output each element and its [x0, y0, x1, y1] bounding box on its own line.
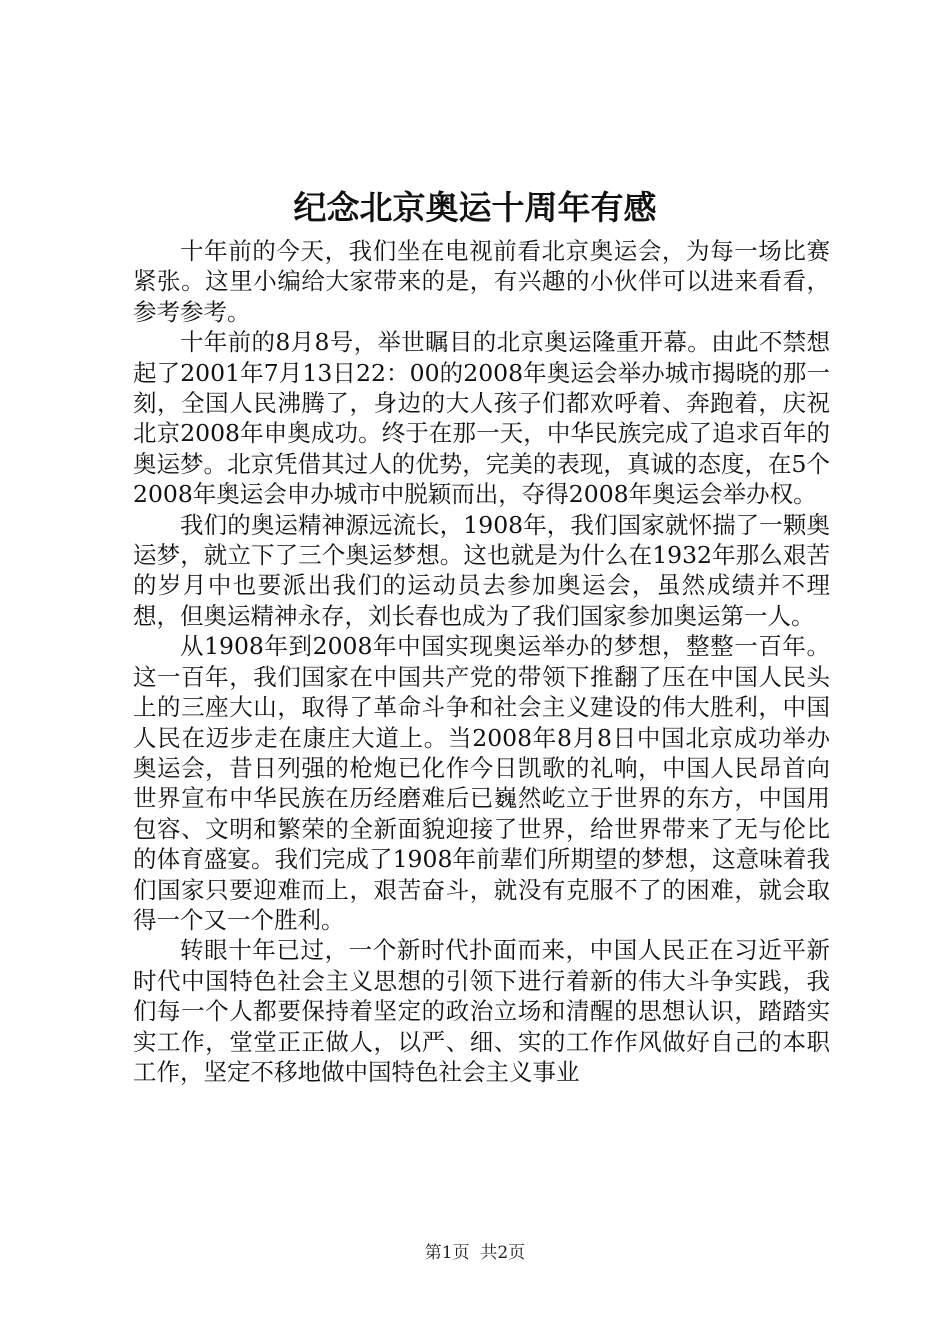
- paragraph: 转眼十年已过，一个新时代扑面而来，中国人民正在习近平新时代中国特色社会主义思想的引领下进行着新的伟大斗争实践，我们每一个人都要保持着坚定的政治立场和清醒的思想认识，踏踏实实工作，堂堂正正做人，以严、细、实的工作作风做好自己的本职工作，坚定不移地做中国特色社会主义事业: [133, 936, 830, 1086]
- page-number: 第1页: [424, 1243, 470, 1263]
- document-body: [133, 236, 830, 1087]
- paragraph: 我们的奥运精神源远流长，1908年，我们国家就怀揣了一颗奥运梦，就立下了三个奥运梦想。这也就是为什么在1932年那么艰苦的岁月中也要派出我们的运动员去参加奥运会，虽然成绩并不理想，但奥运精神永存，刘长春也成为了我们国家参加奥运第一人。: [133, 510, 830, 630]
- paragraph: 十年前的8月8号，举世瞩目的北京奥运隆重开幕。由此不禁想起了2001年7月13日22：00的2008年奥运会举办城市揭晓的那一刻，全国人民沸腾了，身边的大人孩子们都欢呼着、奔跑着，庆祝北京2008年申奥成功。终于在那一天，中华民族完成了追求百年的奥运梦。北京凭借其过人的优势，完美的表现，真诚的态度，在5个2008年奥运会申办城市中脱颖而出，夺得2008年奥运会举办权。: [133, 328, 830, 509]
- document-title: 纪念北京奥运十周年有感: [293, 188, 657, 227]
- page-total: 共2页: [480, 1243, 526, 1263]
- paragraph: 十年前的今天，我们坐在电视前看北京奥运会，为每一场比赛紧张。这里小编给大家带来的是，有兴趣的小伙伴可以进来看看，参考参考。: [133, 237, 830, 326]
- page-footer: [0, 1238, 950, 1263]
- paragraph: 从1908年到2008年中国实现奥运举办的梦想，整整一百年。这一百年，我们国家在中国共产党的带领下推翻了压在中国人民头上的三座大山，取得了革命斗争和社会主义建设的伟大胜利，中国人民在迈步走在康庄大道上。当2008年8月8日中国北京成功举办奥运会，昔日列强的枪炮已化作今日凯歌的礼响，中国人民昂首向世界宣布中华民族在历经磨难后已巍然屹立于世界的东方，中国用包容、文明和繁荣的全新面貌迎接了世界，给世界带来了无与伦比的体育盛宴。我们完成了1908年前辈们所期望的梦想，这意味着我们国家只要迎难而上，艰苦奋斗，就没有克服不了的困难，就会取得一个又一个胜利。: [133, 632, 830, 934]
